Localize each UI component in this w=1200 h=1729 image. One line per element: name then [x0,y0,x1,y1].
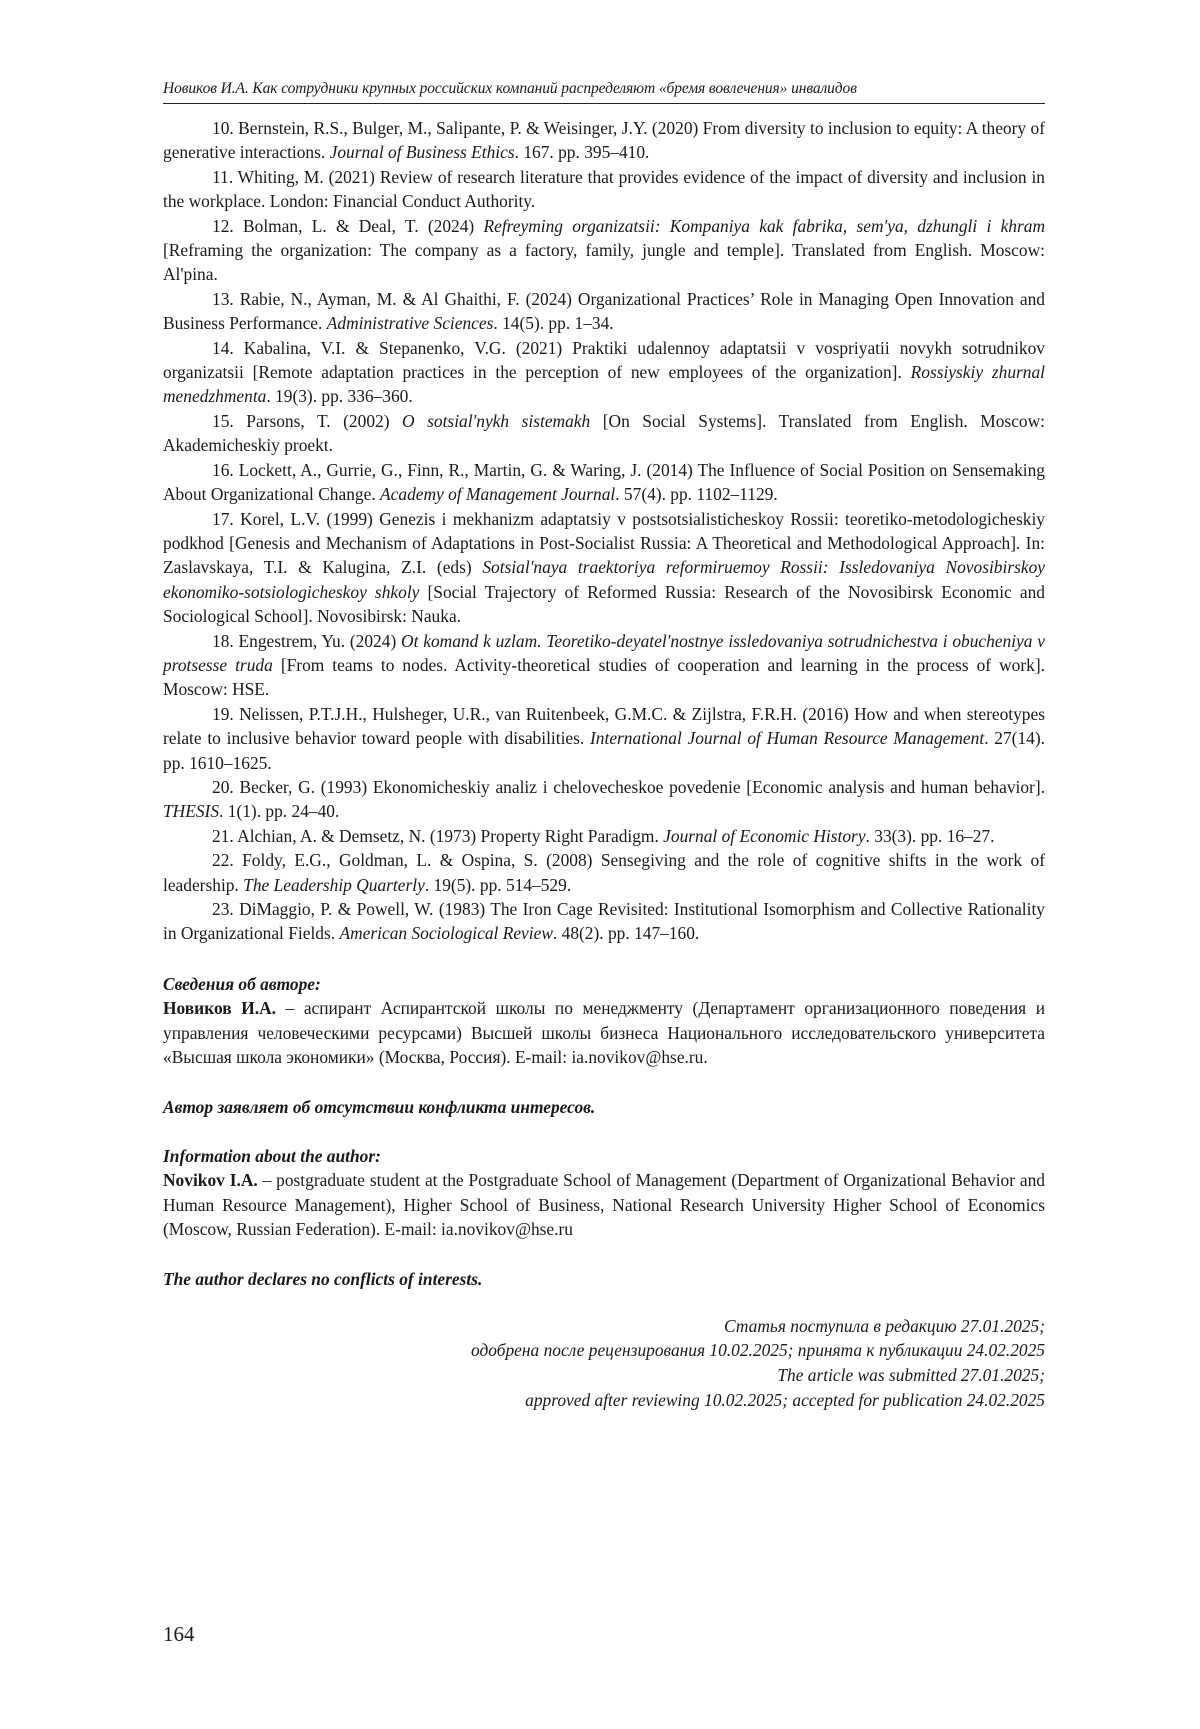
reference-item: 17. Korel, L.V. (1999) Genezis i mekhanizm adaptatsiy v postsotsialisticheskoy Rossii: teoretiko-metodologicheskiy podkhod [Genesis and Mechanism of Adaptations in Post-Socialist Russia: A Theoretical and Methodological Approach]. In: Zaslavskaya, T.I. & Kalugina, Z.I. (eds) Sotsial'naya traektoriya reformiruemoy Rossii: Issledovaniya Novosibirskoy ekonomiko-sotsiologicheskoy shkoly [Social Trajectory of Reformed Russia: Research of the Novosibirsk Economic and Sociological School]. Novosibirsk: Nauka. [163,508,1045,627]
reference-item: 19. Nelissen, P.T.J.H., Hulsheger, U.R., van Ruitenbeek, G.M.C. & Zijlstra, F.R.H. (2016) How and when stereotypes relate to inclusive behavior toward people with disabilities. International Journal of Human Resource Management. 27(14). pp. 1610–1625. [163,703,1045,773]
reference-item: 20. Becker, G. (1993) Ekonomicheskiy analiz i chelovecheskoe povedenie [Economic analysis and human behavior]. THESIS. 1(1). pp. 24–40. [163,776,1045,822]
reference-item: 23. DiMaggio, P. & Powell, W. (1983) The Iron Cage Revisited: Institutional Isomorphism and Collective Rationality in Organizational Fields. American Sociological Review. 48(2). pp. 147–160. [163,899,1045,944]
reference-item: 22. Foldy, E.G., Goldman, L. & Ospina, S. (2008) Sensegiving and the role of cognitive shifts in the work of leadership. The Leadership Quarterly. 19(5). pp. 514–529. [163,850,1045,895]
reference-item: 11. Whiting, M. (2021) Review of research literature that provides evidence of the impact of diversity and inclusion in the workplace. London: Financial Conduct Authority. [163,166,1045,212]
reference-item: 10. Bernstein, R.S., Bulger, M., Salipante, P. & Weisinger, J.Y. (2020) From diversity to inclusion to equity: A theory of generative interactions. Journal of Business Ethics. 167. pp. 395–410. [163,118,1045,163]
author-info-ru: Новиков И.А. – аспирант Аспирантской школы по менеджменту (Департамент организационного поведения и управления человеческими ресурсами) Высшей школы бизнеса Национального исследовательского университета «Высшая школа экономики» (Москва, Россия). E-mail: ia.novikov@hse.ru. [163,998,1045,1068]
reference-list [163,116,1045,946]
page-body [163,78,1045,1412]
conflict-statement-ru: Автор заявляет об отсутствии конфликта интересов. [163,1097,596,1118]
conflict-statement-en: The author declares no conflicts of interests. [163,1269,483,1290]
date-line: approved after reviewing 10.02.2025; accepted for publication 24.02.2025 [525,1389,1045,1410]
author-name-en: Novikov I.A. [163,1170,258,1191]
reference-item: 16. Lockett, A., Gurrie, G., Finn, R., Martin, G. & Waring, J. (2014) The Influence of Social Position on Sensemaking About Organizational Change. Academy of Management Journal. 57(4). pp. 1102–1129. [163,459,1045,505]
author-info-heading-en: Information about the author: [163,1145,381,1166]
date-line: одобрена после рецензирования 10.02.2025; принята к публикации 24.02.2025 [471,1340,1045,1361]
reference-item: 12. Bolman, L. & Deal, T. (2024) Refreyming organizatsii: Kompaniya kak fabrika, sem'ya, dzhungli i khram [Reframing the organization: The company as a factory, family, jungle and temple]. Translated from English. Moscow: Al'pina. [163,215,1046,285]
date-line: Статья поступила в редакцию 27.01.2025; [724,1315,1045,1336]
author-name-ru: Новиков И.А. [163,998,276,1019]
reference-item: 15. Parsons, T. (2002) O sotsial'nykh sistemakh [On Social Systems]. Translated from English. Moscow: Akademicheskiy proekt. [163,410,1045,456]
running-title: Новиков И.А. Как сотрудники крупных российских компаний распределяют «бремя вовлечения» инвалидов [163,78,1045,104]
date-line: The article was submitted 27.01.2025; [777,1365,1045,1386]
reference-item: 18. Engestrem, Yu. (2024) Ot komand k uzlam. Teoretiko-deyatel'nostnye issledovaniya sotrudnichestva i obucheniya v protsesse truda [From teams to nodes. Activity-theoretical studies of cooperation and learning in the process of work]. Moscow: HSE. [163,630,1045,700]
reference-item: 14. Kabalina, V.I. & Stepanenko, V.G. (2021) Praktiki udalennoy adaptatsii v vospriyatii novykh sotrudnikov organizatsii [Remote adaptation practices in the perception of new employees of the organization]. Rossiyskiy zhurnal menedzhmenta. 19(3). pp. 336–360. [163,337,1045,407]
article-dates [163,1314,1045,1412]
reference-item: 21. Alchian, A. & Demsetz, N. (1973) Property Right Paradigm. Journal of Economic History. 33(3). pp. 16–27. [212,825,995,846]
reference-item: 13. Rabie, N., Ayman, M. & Al Ghaithi, F. (2024) Organizational Practices’ Role in Managing Open Innovation and Business Performance. Administrative Sciences. 14(5). pp. 1–34. [163,288,1045,334]
author-info-en: Novikov I.A. – postgraduate student at the Postgraduate School of Management (Department of Organizational Behavior and Human Resource Management), Higher School of Business, National Research University Higher School of Economics (Moscow, Russian Federation). E-mail: ia.novikov@hse.ru [163,1170,1045,1240]
page-number: 164 [163,1622,195,1646]
author-info-heading-ru: Сведения об авторе: [163,973,321,994]
